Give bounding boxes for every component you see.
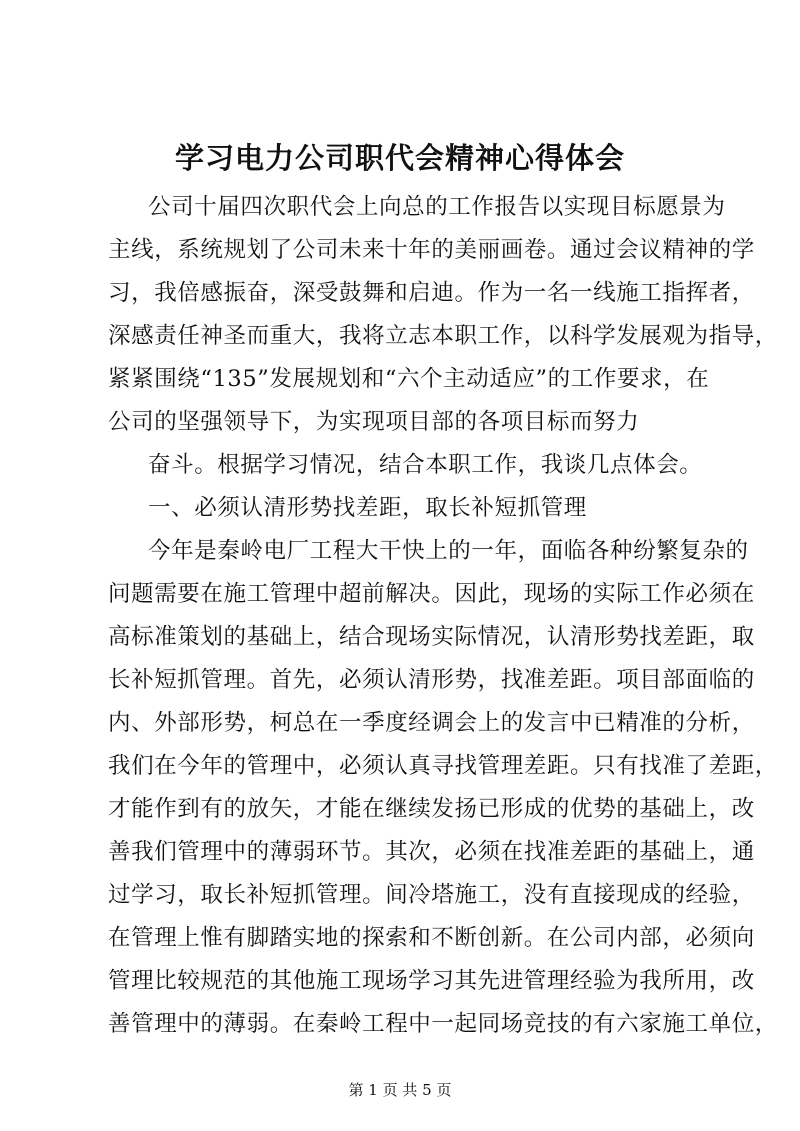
body-line: 过学习，取长补短抓管理。间冷塔施工，没有直接现成的经验， [108, 882, 755, 908]
body-line: 长补短抓管理。首先，必须认清形势，找准差距。项目部面临的 [108, 667, 755, 693]
body-line: 今年是秦岭电厂工程大干快上的一年，面临各种纷繁复杂的 [148, 538, 749, 564]
body-line: 深感责任神圣而重大，我将立志本职工作，以科学发展观为指导， [108, 323, 778, 349]
body-line: 紧紧围绕“135”发展规划和“六个主动适应”的工作要求，在 [108, 366, 710, 392]
body-line: 在管理上惟有脚踏实地的探索和不断创新。在公司内部，必须向 [108, 925, 755, 951]
body-line: 主线，系统规划了公司未来十年的美丽画卷。通过会议精神的学 [108, 237, 755, 263]
body-line: 习，我倍感振奋，深受鼓舞和启迪。作为一名一线施工指挥者， [108, 280, 755, 306]
body-line: 问题需要在施工管理中超前解决。因此，现场的实际工作必须在 [108, 581, 755, 607]
body-line: 公司的坚强领导下，为实现项目部的各项目标而努力 [108, 409, 640, 435]
body-line: 才能作到有的放矢，才能在继续发扬已形成的优势的基础上，改 [108, 796, 755, 822]
body-line: 善管理中的薄弱。在秦岭工程中一起同场竞技的有六家施工单位， [108, 1011, 778, 1037]
body-line: 我们在今年的管理中，必须认真寻找管理差距。只有找准了差距， [108, 753, 778, 779]
body-line: 奋斗。根据学习情况，结合本职工作，我谈几点体会。 [148, 452, 703, 478]
body-line: 内、外部形势，柯总在一季度经调会上的发言中已精准的分析， [108, 710, 755, 736]
body-line: 公司十届四次职代会上向总的工作报告以实现目标愿景为 [148, 194, 726, 220]
page-footer: 第 1 页 共 5 页 [348, 1081, 452, 1099]
body-line: 高标准策划的基础上，结合现场实际情况，认清形势找差距，取 [108, 624, 755, 650]
body-line: 管理比较规范的其他施工现场学习其先进管理经验为我所用，改 [108, 968, 755, 994]
page-title: 学习电力公司职代会精神心得体会 [174, 141, 625, 175]
body-line: 善我们管理中的薄弱环节。其次，必须在找准差距的基础上，通 [108, 839, 755, 865]
section-heading: 一、必须认清形势找差距，取长补短抓管理 [148, 495, 587, 521]
